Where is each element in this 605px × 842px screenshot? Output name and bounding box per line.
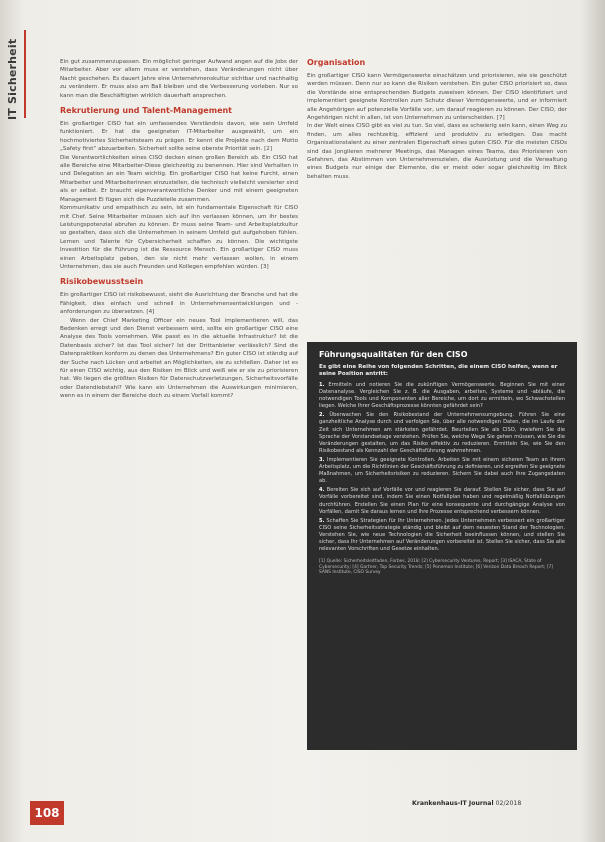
page-number: 108 xyxy=(30,801,64,825)
info-box-footnote: [1] Quelle: Sicherheitsleitfaden, Forbes, 2018; [2] Cybersecurity Ventures, Report; [3] ISACA, State of Cybersecurity; [4] Gartner, Top Security Trends; [5] Ponemon Institute; [6] Verizon Data Breach Report; [7] SANS Institute, CISO Survey xyxy=(319,559,554,576)
item-text: Bereiten Sie sich auf Vorfälle vor und reagieren Sie darauf. Stellen Sie sicher, dass Sie auf Vorfälle vorbereitet sind, indem Sie einen Notfallplan haben und regelmäßig Notfallübungen durchführen. Erstellen Sie einen Plan für eine konsequente und durchgängige Analyse von Vorfällen, damit Sie daraus lernen und Ihre Prozesse entsprechend verbessern können. xyxy=(319,487,565,515)
section-heading-risikobewusstsein: Risikobewusstsein xyxy=(60,277,144,287)
info-box-title: Führungsqualitäten für den CISO xyxy=(319,350,468,359)
item-number: 2. xyxy=(319,412,325,419)
info-box-item xyxy=(319,457,565,485)
right-column xyxy=(307,58,567,181)
item-text: Schaffen Sie Strategien für Ihr Unternehmen. Jedes Unternehmen verbessert ein großartiger CISO seine Sicherheitsstrategie ständig und bleibt auf dem neuesten Stand der Technologien. Verstehen Sie, wie neue Technologien die Sicherheit beeinflussen können, und stellen Sie sicher, dass Ihr Unternehmen auf Veränderungen vorbereitet ist. Stellen Sie sicher, dass Sie alle relevanten Vorschriften und Gesetze einhalten. xyxy=(319,517,565,553)
paragraph: Ein großartiger CISO hat ein umfassendes Verständnis davon, wie sein Umfeld funktioniert. Er hat die geeigneten IT-Mitarbeiter ausgewählt, um ein hochmotiviertes Sicherheitsteam zu prägen. Er kennt die Projekte nach dem Motto „Safety first“ abzuarbeiten. Sicherheit sollte seine oberste Priorität sein. [2] xyxy=(60,121,298,153)
info-box-intro: Es gibt eine Reihe von folgenden Schritten, die einem CISO helfen, wenn er seine Position antritt: xyxy=(319,364,558,377)
section-heading-organisation: Organisation xyxy=(307,58,366,67)
paragraph: In der Welt eines CISO gibt es viel zu tun. So viel, dass es schwierig sein kann, einen Weg zu finden, um alles rechtzeitig, effizient und produktiv zu erledigen. Das macht Organisationstalent zu einer zentralen Eigenschaft eines guten CISO. Für die meisten CISOs sind das Jonglieren mehrerer Meetings, das Managen eines Teams, das Priorisieren von Gefahren, das Abstimmen von Unternehmenszielen, die Ausrüstung und die Verwaltung eines Budgets nur einige der Elemente, die er meist oder sogar gleichzeitig im Blick behalten muss. xyxy=(307,123,567,180)
item-text: Implementieren Sie geeignete Kontrollen. Arbeiten Sie mit einem sicheren Team an Ihrem Arbeitsplatz, um die Richtlinien der Geschäftsführung zu definieren, und ergreifen Sie geeignete Maßnahmen, um Sicherheitsrisiken zu reduzieren. Sichern Sie dabei auch Ihre Zugangsdaten ab. xyxy=(319,456,566,485)
item-number: 4. xyxy=(319,487,325,494)
section-accent-bar xyxy=(24,30,26,118)
info-box xyxy=(307,342,577,750)
paragraph: Wenn der Chief Marketing Officer ein neues Tool implementieren will, das Bedenken erregt und den Dienst verbessern wird, sollte ein großartiger CISO eine Analyse des Tools vornehmen. Wie passt es in die aktuelle Infrastruktur? Ist die Datenbasis sicher? Ist das Tool sicher? Ist der Drittanbieter verlässlich? Sind die Datenpraktiken konform zu denen des Unternehmens? Ein guter CISO ist ständig auf der Suche nach Lücken und arbeitet an Möglichkeiten, sie zu schließen. Daher ist es für einen CISO wichtig, aus den Risiken im Blick und weiß wie er sie zu priorisieren hat. Wo liegen die größten Risiken für Datenschutzverletzungen, Sicherheitsvorfälle oder Datendiebstahl? Wie kann ein Unternehmen die Auswirkungen minimieren, wenn es in einem der Bereiche doch zu einem Vorfall kommt? xyxy=(60,317,298,400)
journal-footer xyxy=(412,800,521,807)
section-label: IT Sicherheit xyxy=(6,38,19,120)
item-text: Ermitteln und notieren Sie die zukünftigen Vermögenswerte. Beginnen Sie mit einer Datenanalyse. Vergleichen Sie z. B. die Ausgaben, arbeiten, Systeme und -abläufe, die notwendigen Tools und Komponenten aller Bereiche, um dort zu ermitteln, wo Schwachstellen liegen. Welche Ihrer Geschäftsprozesse könnten gefährdet sein? xyxy=(319,382,566,410)
item-text: Überwachen Sie den Risikobestand der Unternehmensumgebung. Führen Sie eine ganzheitliche Analyse durch und verfolgen Sie, über alle notwendigen Daten, die im Laufe der Zeit sich Unternehmen am stärksten gefährdet. Beurteilen Sie als CISO, inwiefern Sie die Sprache der Vorstandsetage verstehen. Prüfen Sie, welche Wege Sie gehen müssen, wie Sie die Veränderungen gestalten, um das Risiko effektiv zu reduzieren. Ermitteln Sie, wie Sie den Risikobestand als Kennzahl der Geschäftsführung wahrnehmen. xyxy=(319,412,565,454)
paragraph: Ein großartiger CISO kann Vermögenswerte einschätzen und priorisieren, wie sie geschützt werden müssen. Denn nur so kann die Risiken verstehen. Ein guter CISO priorisiert so, dass die Vorstände eine entsprechenden Budgets zuweisen können. Der CISO identifiziert und implementiert geeignete Kontrollen zum Schutz dieser Vermögenswerte, und er informiert alle Angehörigen auf potenzielle Vorfälle vor, um darauf reagieren zu können. Der CISO, der Angehörigen nicht in allen, ist von Unternehmen zu unterscheiden. [7] xyxy=(307,73,567,122)
info-box-item xyxy=(319,412,565,455)
section-heading-rekrutierung: Rekrutierung und Talent-Management xyxy=(60,106,233,116)
journal-name: Krankenhaus-IT Journal xyxy=(412,800,494,807)
paragraph: Die Verantwortlichkeiten eines CISO decken einen großen Bereich ab. Ein CISO hat alle Bereiche eine Mitarbeiter-Diese gleichzeitig zu benennen. Hier sind Verhalten in und Delegation an ein Team wichtig. Ein großartiger CISO hat keine Furcht, einen Mitarbeiter und Mitarbeiterinnen einzustellen, die technisch vielleicht versierter sind als er selbst. Er braucht eigenverantwortliche Denker und mit einem geeigneten Management Ei fügen sich die Puzzleteile zusammen. xyxy=(60,154,298,203)
info-box-item xyxy=(319,382,565,410)
intro-paragraph: Ein gut zusammenzupassen. Ein möglichst geringer Aufwand angen auf die Jobs der Mitarbeiter. Aber vor allem muss er verstehen, dass Veränderungen nicht über Nacht geschehen. Es dauert Jahre eine Unternehmenskultur sichtbar und nachhaltig zu verändern. Er muss also am Ball bleiben und die Verbesserung vorleben. Nur so kann man die Beschäftigten wirklich dauerhaft ansprechen. xyxy=(60,59,298,99)
left-column xyxy=(60,58,298,401)
paragraph: Kommunikativ und empathisch zu sein, ist ein fundamentale Eigenschaft für CISO mit Chef. Seine Mitarbeiter müssen sich auf ihn verlassen können, um ihr bestes Leistungspotenzial abrufen zu können. Er muss seine Team- und Arbeitsplatzkultur so gestalten, dass sich die Unternehmen in seinem Umfeld gut aufgehoben fühlen. Lernen und Talente für Cybersicherheit schaffen zu können. Die wichtigste Investition für die Führung ist die Ressource Mensch. Ein großartiger CISO muss einen Arbeitsplatz geben, den sie nicht mehr verlassen wollen, in einem Unternehmen, das sie auch Freunden und Kollegen empfehlen würden. [3] xyxy=(60,205,298,270)
journal-issue: 02/2018 xyxy=(495,800,522,807)
item-number: 1. xyxy=(319,382,325,388)
item-number: 3. xyxy=(319,456,325,463)
info-box-item xyxy=(319,518,565,553)
info-box-item xyxy=(319,487,565,515)
paragraph: Ein großartiger CISO ist risikobewusst, sieht die Ausrichtung der Branche und hat die Fähigkeit, dies einfach und schnell in Unternehmensentwicklungen und -anforderungen zu übersetzen. [4] xyxy=(60,292,298,316)
item-number: 5. xyxy=(319,517,325,524)
